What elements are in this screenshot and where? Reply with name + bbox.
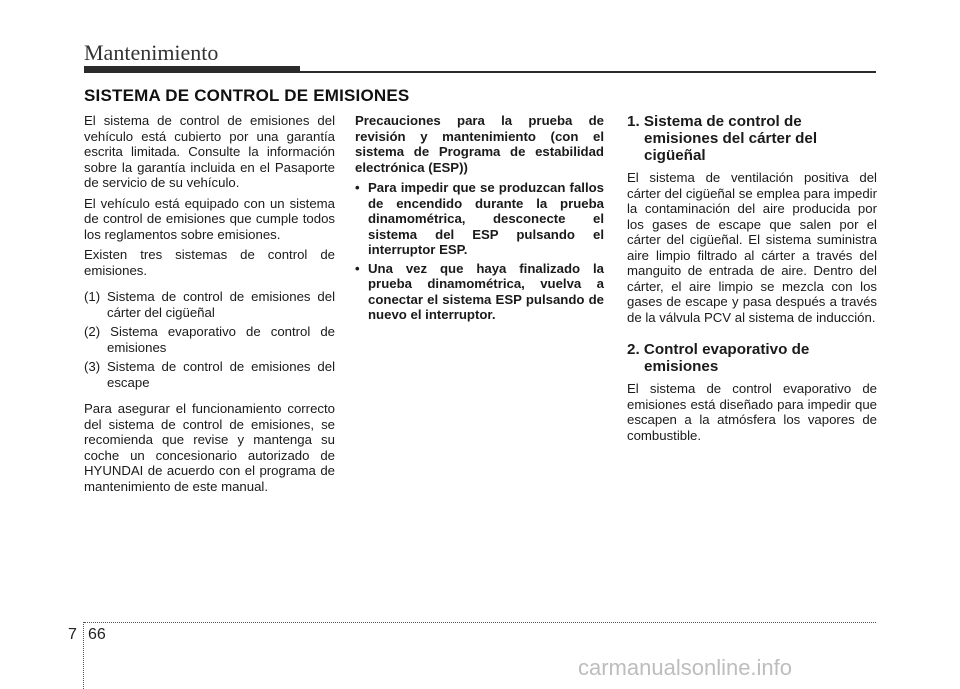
crankcase-heading: 1. Sistema de control de emisiones del cárter del cigüeñal xyxy=(627,113,818,164)
section-title: SISTEMA DE CONTROL DE EMISIONES xyxy=(84,86,410,105)
evaporative-paragraph: El sistema de control evaporativo de emisiones está diseñado para impedir que escapen a la atmósfera los vapores de combustible. xyxy=(627,381,877,443)
footer-divider-vertical xyxy=(83,622,84,689)
evaporative-heading: 2. Control evaporativo de emisiones xyxy=(627,341,810,375)
crankcase-paragraph: El sistema de ventilación positiva del cárter del cigüeñal se emplea para impedir la contaminación del aire producida por los gases de escape que salen por el cárter del cigüeñal. El sistema suministra aire limpio filtrado al cárter a través del manguito de entrada de aire. Dentro del cárter, el aire limpio se mezcla con los gases de escape y pasa después a través de la válvula PCV al sistema de inducción. xyxy=(627,170,877,325)
list-item xyxy=(355,261,604,323)
systems-list xyxy=(84,289,335,390)
header-bar-thin xyxy=(300,71,876,73)
intro-paragraph: El sistema de control de emisiones del vehículo está cubierto por una garantía escrita limitada. Consulte la información sobre la garantía incluida en el Pasaporte de servicio de su vehículo. xyxy=(84,113,335,190)
column-left xyxy=(84,113,335,499)
header-bar-thick xyxy=(84,66,300,73)
column-middle xyxy=(355,113,604,326)
list-item: (3) Sistema de control de emisiones del escape xyxy=(84,359,335,390)
bullet-text: Una vez que haya finalizado la prueba dinamométrica, vuelva a conectar el sistema ESP pulsando de nuevo el interruptor. xyxy=(368,260,604,322)
bullet-text: Para impedir que se produzcan fallos de encendido durante la prueba dinamométrica, desconecte el sistema del ESP pulsando el interruptor ESP. xyxy=(368,180,604,257)
page-header-title: Mantenimiento xyxy=(84,40,219,65)
column-right xyxy=(627,113,877,448)
list-item: (1) Sistema de control de emisiones del cárter del cigüeñal xyxy=(84,289,335,320)
precautions-heading: Precauciones para la prueba de revisión y mantenimiento (con el sistema de Programa de estabilidad electrónica (ESP)) xyxy=(355,113,604,175)
bullet-icon: • xyxy=(355,180,360,195)
watermark: carmanualsonline.info xyxy=(578,655,793,680)
page-number: 66 xyxy=(88,626,106,643)
bullet-icon: • xyxy=(355,260,360,276)
maintenance-paragraph: Para asegurar el funcionamiento correcto del sistema de control de emisiones, se recomienda que revise y mantenga su coche un concesionario autorizado de HYUNDAI de acuerdo con el programa de mantenimiento de este manual. xyxy=(84,401,335,494)
list-item: (2) Sistema evaporativo de control de emisiones xyxy=(84,324,335,355)
equipment-paragraph: El vehículo está equipado con un sistema de control de emisiones que cumple todos los reglamentos sobre emisiones. xyxy=(84,195,335,242)
systems-count-paragraph: Existen tres sistemas de control de emisiones. xyxy=(84,247,335,278)
list-item xyxy=(355,180,604,258)
precautions-list xyxy=(355,180,604,323)
chapter-number: 7 xyxy=(68,626,77,643)
footer-divider-horizontal xyxy=(84,622,876,623)
